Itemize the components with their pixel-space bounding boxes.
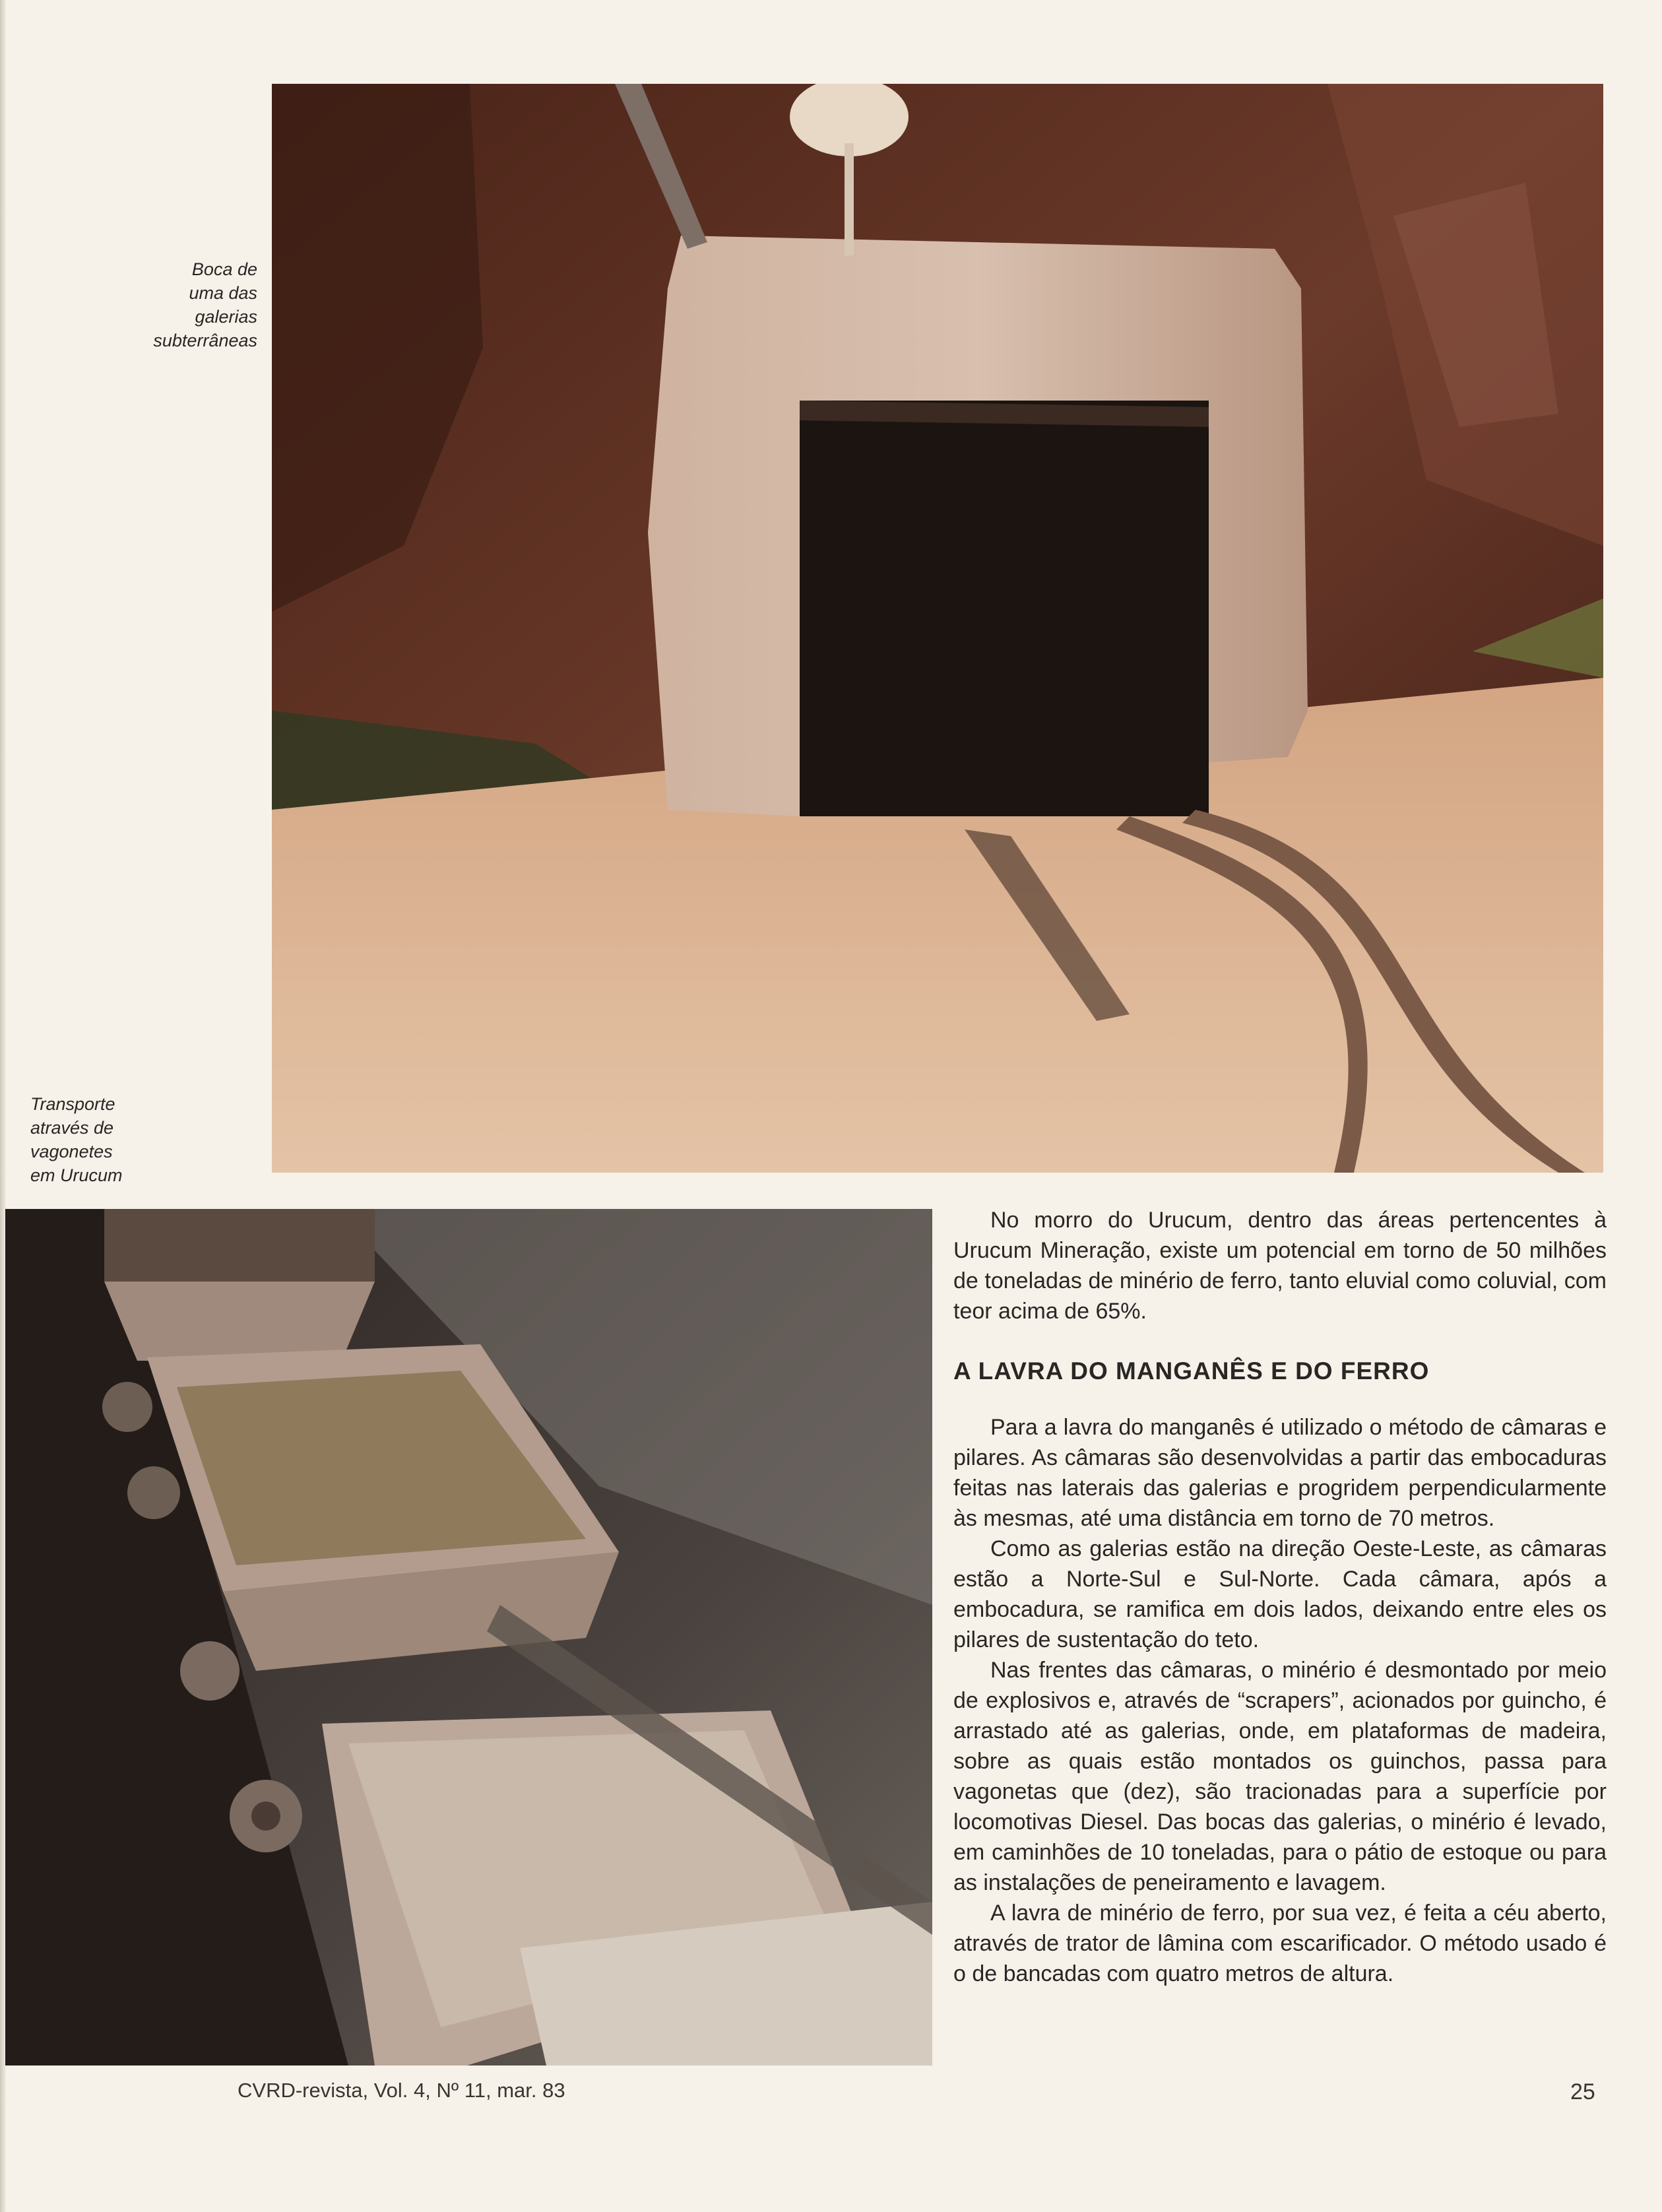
caption-line: uma das — [189, 283, 257, 303]
wheel — [102, 1382, 152, 1432]
caption-line: vagonetes — [30, 1142, 113, 1161]
article-body — [953, 1412, 1607, 1989]
caption-gallery-entrance — [112, 257, 257, 352]
caption-wagon-transport — [30, 1092, 189, 1187]
page-number: 25 — [1570, 2079, 1595, 2104]
body-paragraph: Para a lavra do manganês é utilizado o método de câmaras e pilares. As câmaras são desenvolvidas a partir das embocaduras feitas nas laterais das galerias e progridem perpendicularmente às mesmas, até uma distância em torno de 70 metros. — [953, 1415, 1607, 1531]
photo-mine-gallery-entrance — [272, 84, 1603, 1173]
caption-line: Transporte — [30, 1094, 115, 1114]
article-intro — [953, 1205, 1607, 1326]
caption-line: subterrâneas — [153, 331, 257, 350]
body-paragraph: A lavra de minério de ferro, por sua vez, é feita a céu aberto, através de trator de lâmina com escarificador. O método usado é o de bancadas com quatro metros de altura. — [953, 1901, 1607, 1986]
photo-ore-wagons — [5, 1209, 932, 2066]
body-paragraph: Como as galerias estão na direção Oeste-Leste, as câmaras estão a Norte-Sul e Sul-Norte. Cada câmara, após a embocadura, se ramifica em dois lados, deixando entre eles os pilares de sustentação do teto. — [953, 1536, 1607, 1652]
section-heading: A LAVRA DO MANGANÊS E DO FERRO — [953, 1357, 1430, 1384]
tunnel-illustration — [272, 84, 1603, 1173]
caption-line: em Urucum — [30, 1165, 123, 1185]
caption-line: galerias — [195, 307, 257, 327]
wagons-illustration — [5, 1209, 932, 2066]
wheel — [180, 1641, 240, 1701]
caption-line: através de — [30, 1118, 114, 1138]
tunnel-opening — [800, 401, 1209, 816]
caption-line: Boca de — [191, 259, 257, 279]
footer-publication-info: CVRD-revista, Vol. 4, Nº 11, mar. 83 — [238, 2079, 565, 2102]
wheel — [127, 1466, 180, 1519]
intro-paragraph: No morro do Urucum, dentro das áreas pertencentes à Urucum Mineração, existe um potencial em torno de 50 milhões de toneladas de minério de ferro, tanto eluvial como coluvial, com teor acima de 65%. — [953, 1208, 1607, 1324]
wagon-1 — [104, 1282, 375, 1361]
body-paragraph: Nas frentes das câmaras, o minério é desmontado por meio de explosivos e, através de “scrapers”, acionados por guincho, é arrastado até as galerias, onde, em plataformas de madeira, sobre as quais estão montados os guinchos, passa para vagonetas que (dez), são tracionadas para a superfície por locomotivas Diesel. Das bocas das galerias, o minério é levado, em caminhões de 10 toneladas, para o pátio de estoque ou para as instalações de peneiramento e lavagem. — [953, 1658, 1607, 1895]
